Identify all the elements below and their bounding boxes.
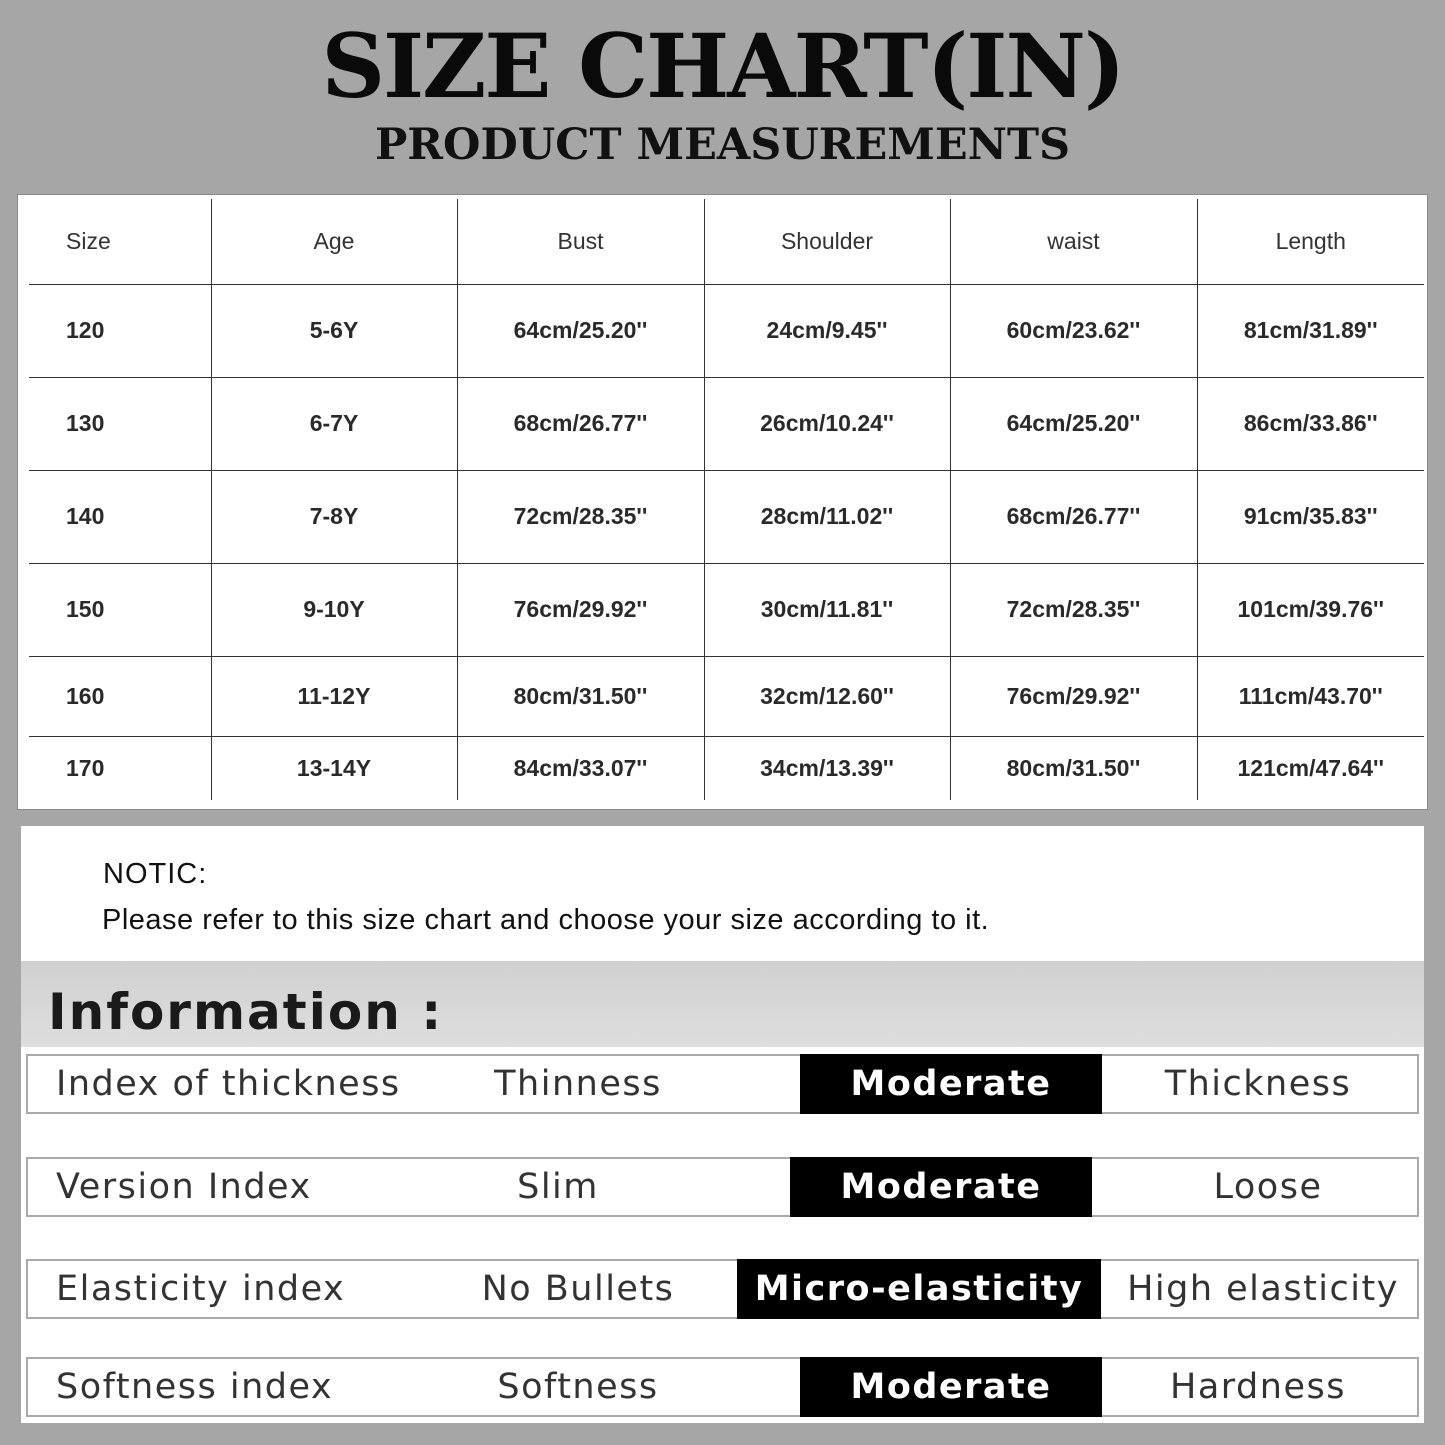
table-cell: 86cm/33.86''	[1197, 377, 1424, 470]
table-row	[29, 656, 1424, 736]
column-header: waist	[950, 199, 1197, 284]
table-cell: 120	[29, 284, 211, 377]
table-cell: 160	[29, 656, 211, 736]
table-cell: 84cm/33.07''	[457, 736, 704, 800]
info-row-label: Version Index	[56, 1167, 312, 1207]
size-table	[29, 199, 1424, 800]
info-option: Softness	[497, 1367, 659, 1407]
table-cell: 7-8Y	[211, 470, 457, 563]
table-row	[29, 470, 1424, 563]
info-row-version	[26, 1157, 1419, 1217]
page-title: SIZE CHART(IN)	[321, 14, 1124, 118]
table-cell: 81cm/31.89''	[1197, 284, 1424, 377]
table-cell: 68cm/26.77''	[950, 470, 1197, 563]
table-cell: 170	[66, 754, 105, 781]
info-option: Thinness	[494, 1064, 662, 1104]
notice-text: Please refer to this size chart and choose your size according to it.	[102, 904, 990, 936]
notice-title: NOTIC:	[103, 858, 208, 890]
table-cell: 76cm/29.92''	[457, 563, 704, 656]
table-cell: 60cm/23.62''	[950, 284, 1197, 377]
size-table-panel	[17, 194, 1428, 810]
information-header	[21, 961, 1424, 1047]
table-cell: 68cm/26.77''	[457, 377, 704, 470]
table-cell: 72cm/28.35''	[457, 470, 704, 563]
table-cell: 64cm/25.20''	[457, 284, 704, 377]
table-cell: 80cm/31.50''	[950, 736, 1197, 800]
column-header: Shoulder	[704, 199, 950, 284]
info-option-selected: Micro-elasticity	[737, 1259, 1101, 1319]
table-cell: 11-12Y	[211, 656, 457, 736]
info-row-label: Softness index	[56, 1367, 334, 1407]
info-option-selected: Moderate	[800, 1357, 1102, 1417]
column-header: Age	[211, 199, 457, 284]
table-cell: 34cm/13.39''	[704, 736, 950, 800]
table-row	[29, 284, 1424, 377]
info-option-selected: Moderate	[800, 1054, 1102, 1114]
table-cell: 32cm/12.60''	[704, 656, 950, 736]
table-row	[29, 736, 1424, 800]
table-cell: 9-10Y	[211, 563, 457, 656]
table-row	[29, 563, 1424, 656]
table-cell: 140	[29, 470, 211, 563]
info-option: Slim	[517, 1167, 599, 1207]
table-cell: 26cm/10.24''	[704, 377, 950, 470]
table-cell: 150	[29, 563, 211, 656]
info-row-label: Elasticity index	[56, 1269, 346, 1309]
information-title: Information :	[48, 983, 444, 1041]
info-option: Hardness	[1170, 1367, 1346, 1407]
info-row-softness	[26, 1357, 1419, 1417]
table-cell: 76cm/29.92''	[950, 656, 1197, 736]
table-cell: 6-7Y	[211, 377, 457, 470]
info-row-thickness	[26, 1054, 1419, 1114]
info-option: No Bullets	[481, 1269, 675, 1309]
table-cell: 64cm/25.20''	[950, 377, 1197, 470]
table-cell: 80cm/31.50''	[457, 656, 704, 736]
table-header-row	[29, 199, 1424, 284]
table-cell: 130	[29, 377, 211, 470]
info-row-elasticity	[26, 1259, 1419, 1319]
column-header: Size	[29, 199, 211, 284]
table-cell: 30cm/11.81''	[704, 563, 950, 656]
table-cell: 28cm/11.02''	[704, 470, 950, 563]
table-cell: 121cm/47.64''	[1197, 736, 1424, 800]
table-cell: 111cm/43.70''	[1197, 656, 1424, 736]
table-row	[29, 377, 1424, 470]
info-option: High elasticity	[1127, 1269, 1399, 1309]
info-row-label: Index of thickness	[56, 1064, 401, 1104]
table-cell: 72cm/28.35''	[950, 563, 1197, 656]
info-option: Loose	[1213, 1167, 1323, 1207]
table-cell: 24cm/9.45''	[704, 284, 950, 377]
table-cell: 101cm/39.76''	[1197, 563, 1424, 656]
column-header: Length	[1197, 199, 1424, 284]
table-cell: 91cm/35.83''	[1197, 470, 1424, 563]
information-panel	[21, 961, 1424, 1423]
table-cell: 13-14Y	[211, 736, 457, 800]
notice-panel	[21, 826, 1424, 961]
info-option: Thickness	[1164, 1064, 1352, 1104]
info-option-selected: Moderate	[790, 1157, 1092, 1217]
page-subtitle: PRODUCT MEASUREMENTS	[374, 120, 1071, 170]
column-header: Bust	[457, 199, 704, 284]
table-cell: 5-6Y	[211, 284, 457, 377]
